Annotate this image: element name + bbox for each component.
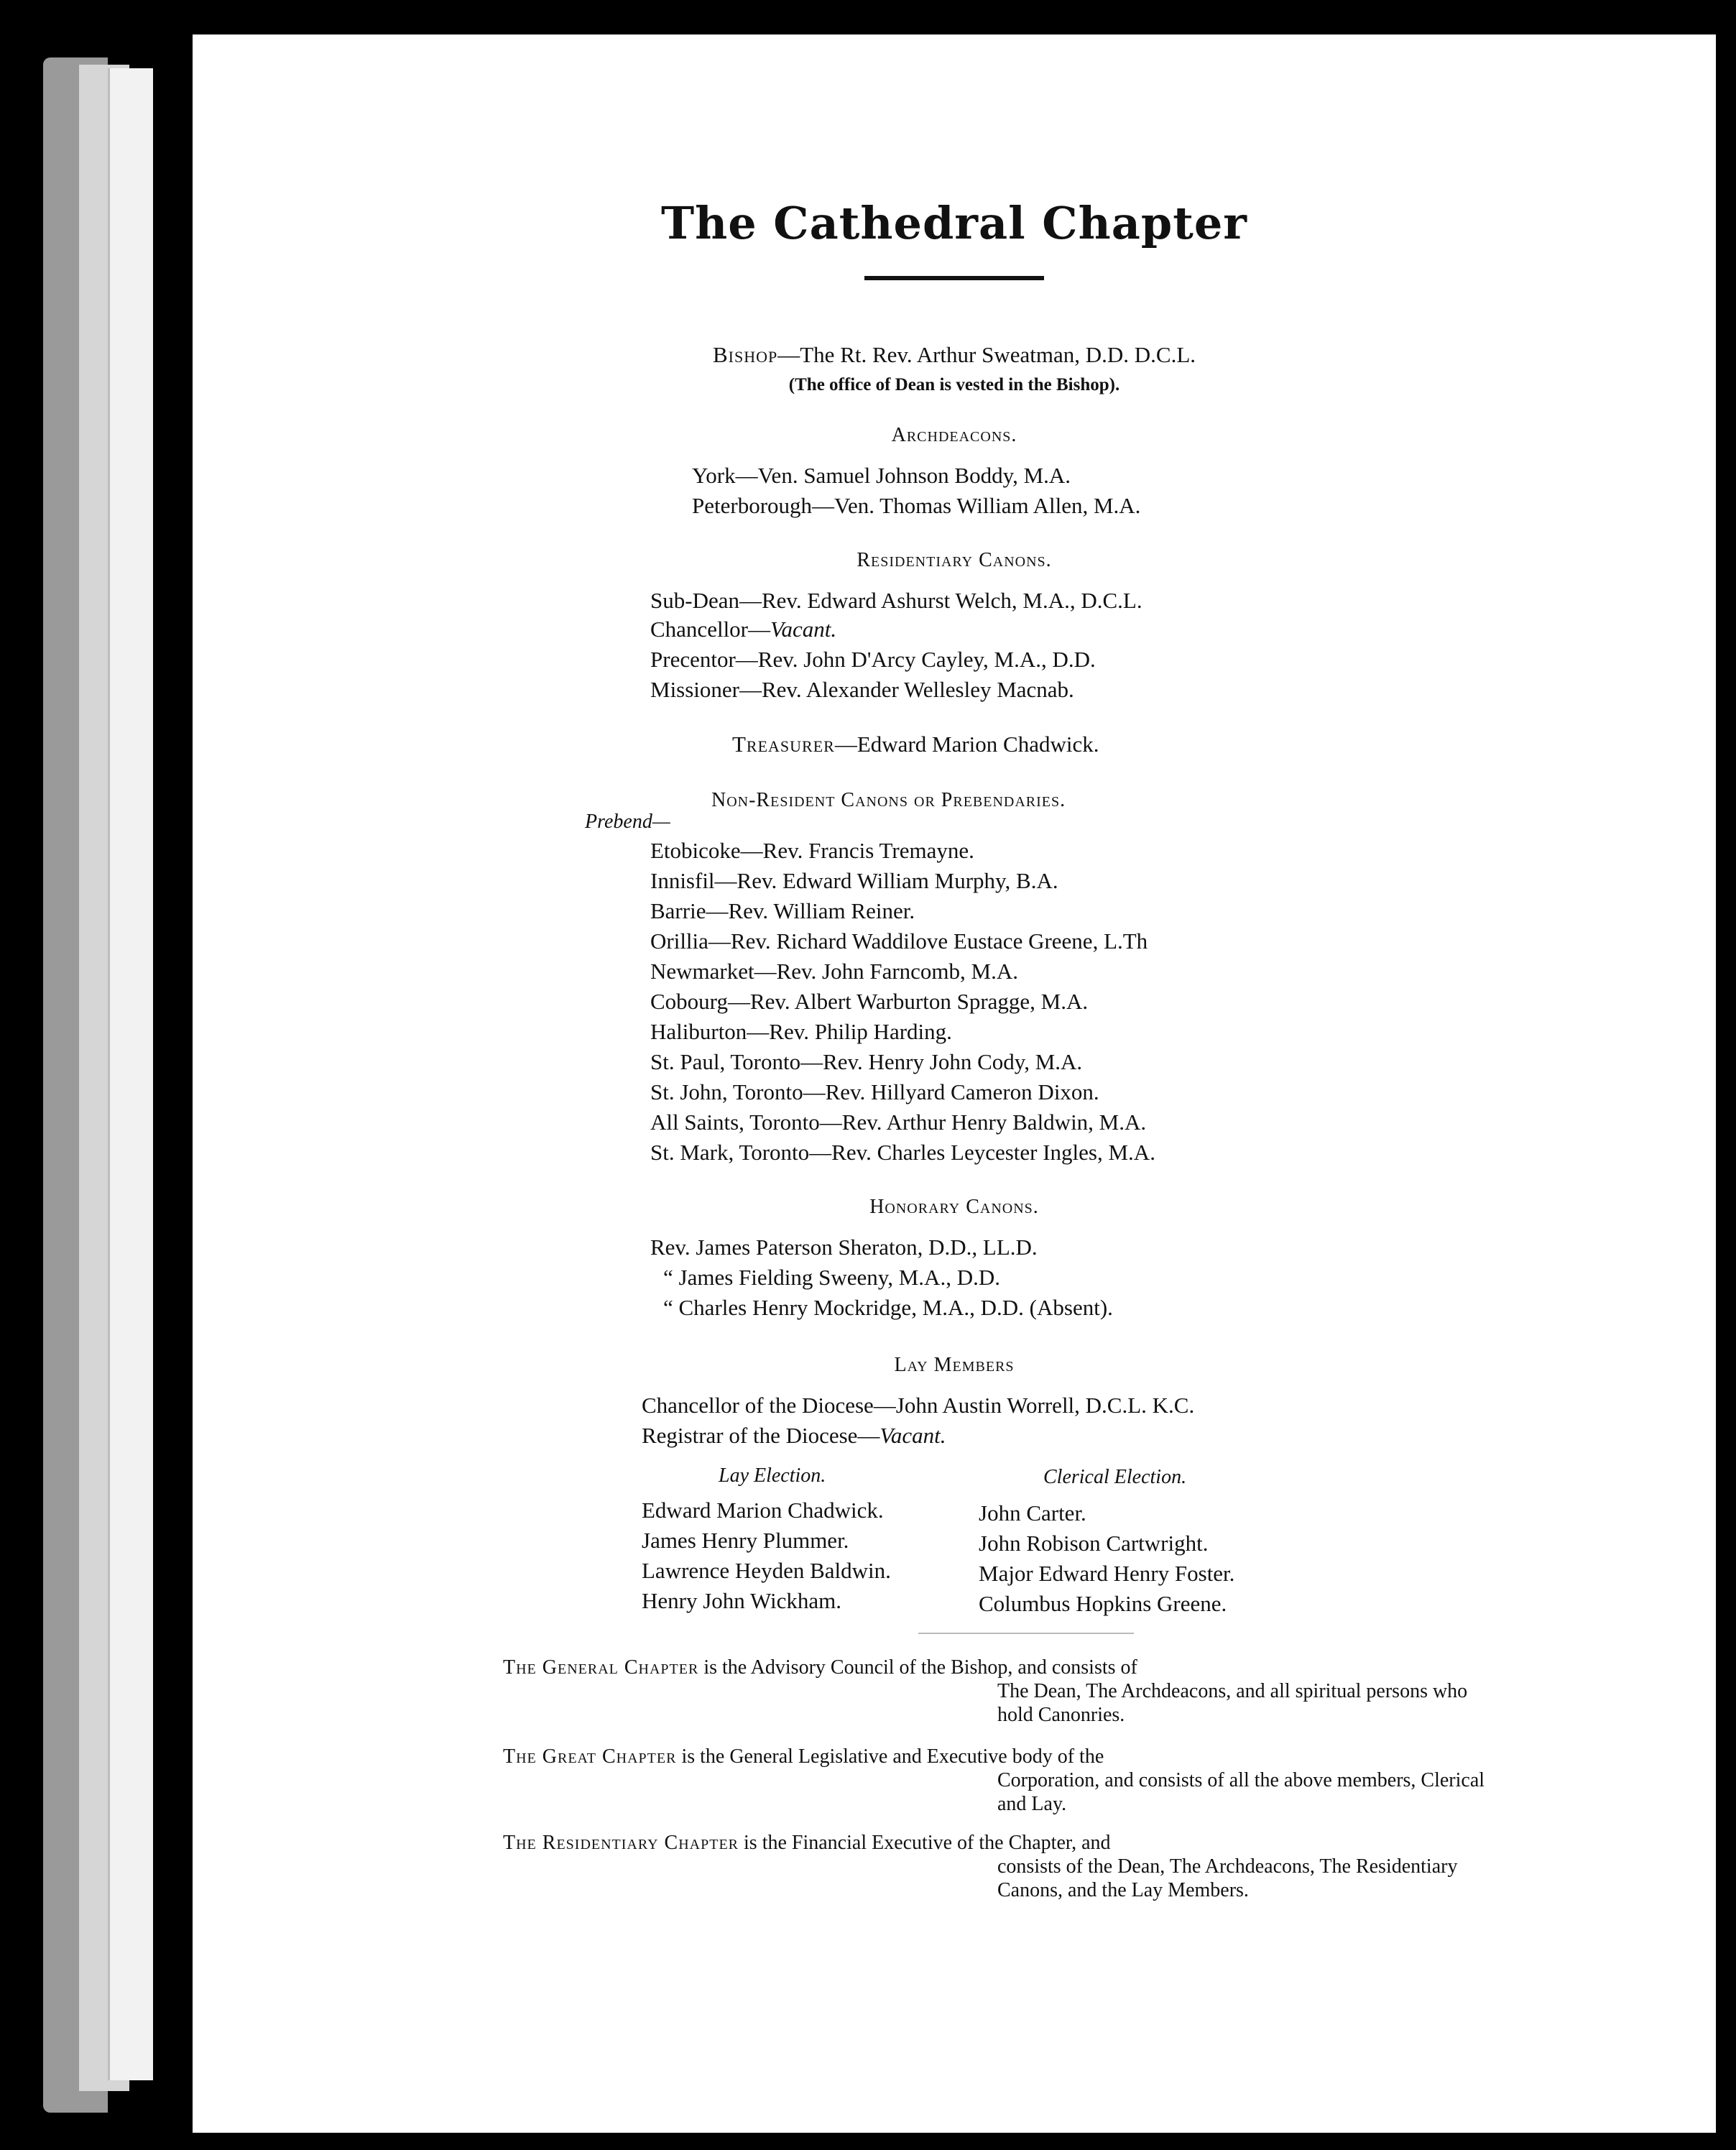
prebend-item: Orillia—Rev. Richard Waddilove Eustace Greene, L.Th (650, 928, 1148, 954)
lay-election-name: Henry John Wickham. (642, 1588, 841, 1613)
non-resident-heading: Non-Resident Canons or Prebendaries. (711, 789, 1066, 811)
prebend-item: Barrie—Rev. William Reiner. (650, 898, 915, 923)
clerical-election-name: Major Edward Henry Foster. (979, 1561, 1235, 1586)
lay-item: Registrar of the Diocese—Vacant. (642, 1423, 946, 1448)
prebend-item: St. Mark, Toronto—Rev. Charles Leycester Ingles, M.A. (650, 1140, 1155, 1165)
honorary-item: “ James Fielding Sweeny, M.A., D.D. (663, 1265, 1000, 1290)
clerical-election-name: John Carter. (979, 1500, 1086, 1526)
prebend-item: Haliburton—Rev. Philip Harding. (650, 1019, 952, 1044)
lay-item: Chancellor of the Diocese—John Austin Worrell, D.C.L. K.C. (642, 1393, 1195, 1418)
prebend-item: Cobourg—Rev. Albert Warburton Spragge, M.A. (650, 989, 1089, 1014)
prebend-label: Prebend— (585, 811, 670, 833)
bishop-text: —The Rt. Rev. Arthur Sweatman, D.D. D.C.L. (777, 342, 1196, 367)
clerical-election-name: Columbus Hopkins Greene. (979, 1591, 1227, 1616)
lay-election-heading: Lay Election. (719, 1464, 826, 1487)
archdeacons-heading: Archdeacons. (891, 424, 1017, 446)
book-edge-inner (108, 68, 153, 2080)
prebend-item: St. John, Toronto—Rev. Hillyard Cameron Dixon. (650, 1079, 1099, 1104)
treasurer-text: —Edward Marion Chadwick. (834, 732, 1099, 757)
residentiary-item: Sub-Dean—Rev. Edward Ashurst Welch, M.A., D.C.L. (650, 588, 1142, 613)
prebend-item: Innisfil—Rev. Edward William Murphy, B.A. (650, 868, 1058, 893)
section-divider (918, 1633, 1134, 1634)
definition-residentiary-chapter: The Residentiary Chapter is the Financial Executive of the Chapter, and consists of the Dean, The Archdeacons, The Residentiary Canons, and the Lay Members. (503, 1832, 1458, 1901)
honorary-item: Rev. James Paterson Sheraton, D.D., LL.D. (650, 1235, 1038, 1260)
lay-election-name: Edward Marion Chadwick. (642, 1498, 884, 1523)
residentiary-item: Missioner—Rev. Alexander Wellesley Macnab. (650, 677, 1074, 702)
clerical-election-heading: Clerical Election. (1043, 1466, 1187, 1488)
document-page (193, 34, 1716, 2133)
prebend-item: Newmarket—Rev. John Farncomb, M.A. (650, 959, 1018, 984)
page-title: The Cathedral Chapter (661, 197, 1247, 249)
archdeacon-item: Peterborough—Ven. Thomas William Allen, M.A. (692, 493, 1141, 518)
dean-note: (The office of Dean is vested in the Bishop). (788, 375, 1120, 395)
definition-general-chapter: The General Chapter is the Advisory Council of the Bishop, and consists of The Dean, The Archdeacons, and all spiritual persons who hold Canonries. (503, 1656, 1468, 1726)
bishop-line (713, 342, 1196, 368)
residentiary-item: Chancellor—Vacant. (650, 617, 837, 642)
honorary-item: “ Charles Henry Mockridge, M.A., D.D. (Absent). (663, 1295, 1113, 1320)
clerical-election-name: John Robison Cartwright. (979, 1531, 1209, 1556)
bishop-label: Bishop (713, 342, 778, 367)
treasurer-label: Treasurer (732, 732, 835, 757)
archdeacon-item: York—Ven. Samuel Johnson Boddy, M.A. (692, 463, 1071, 488)
prebend-item: All Saints, Toronto—Rev. Arthur Henry Baldwin, M.A. (650, 1109, 1147, 1135)
residentiary-item: Precentor—Rev. John D'Arcy Cayley, M.A., D.D. (650, 647, 1096, 672)
definition-great-chapter: The Great Chapter is the General Legislative and Executive body of the Corporation, and consists of all the above members, Clerical and Lay. (503, 1745, 1485, 1815)
residentiary-heading: Residentiary Canons. (857, 549, 1052, 571)
treasurer-line (732, 732, 1099, 757)
lay-election-name: James Henry Plummer. (642, 1528, 849, 1553)
prebend-item: St. Paul, Toronto—Rev. Henry John Cody, M.A. (650, 1049, 1083, 1074)
title-rule (864, 276, 1044, 280)
lay-election-name: Lawrence Heyden Baldwin. (642, 1558, 891, 1583)
prebend-item: Etobicoke—Rev. Francis Tremayne. (650, 838, 974, 863)
lay-heading: Lay Members (894, 1354, 1015, 1376)
honorary-heading: Honorary Canons. (869, 1196, 1039, 1218)
